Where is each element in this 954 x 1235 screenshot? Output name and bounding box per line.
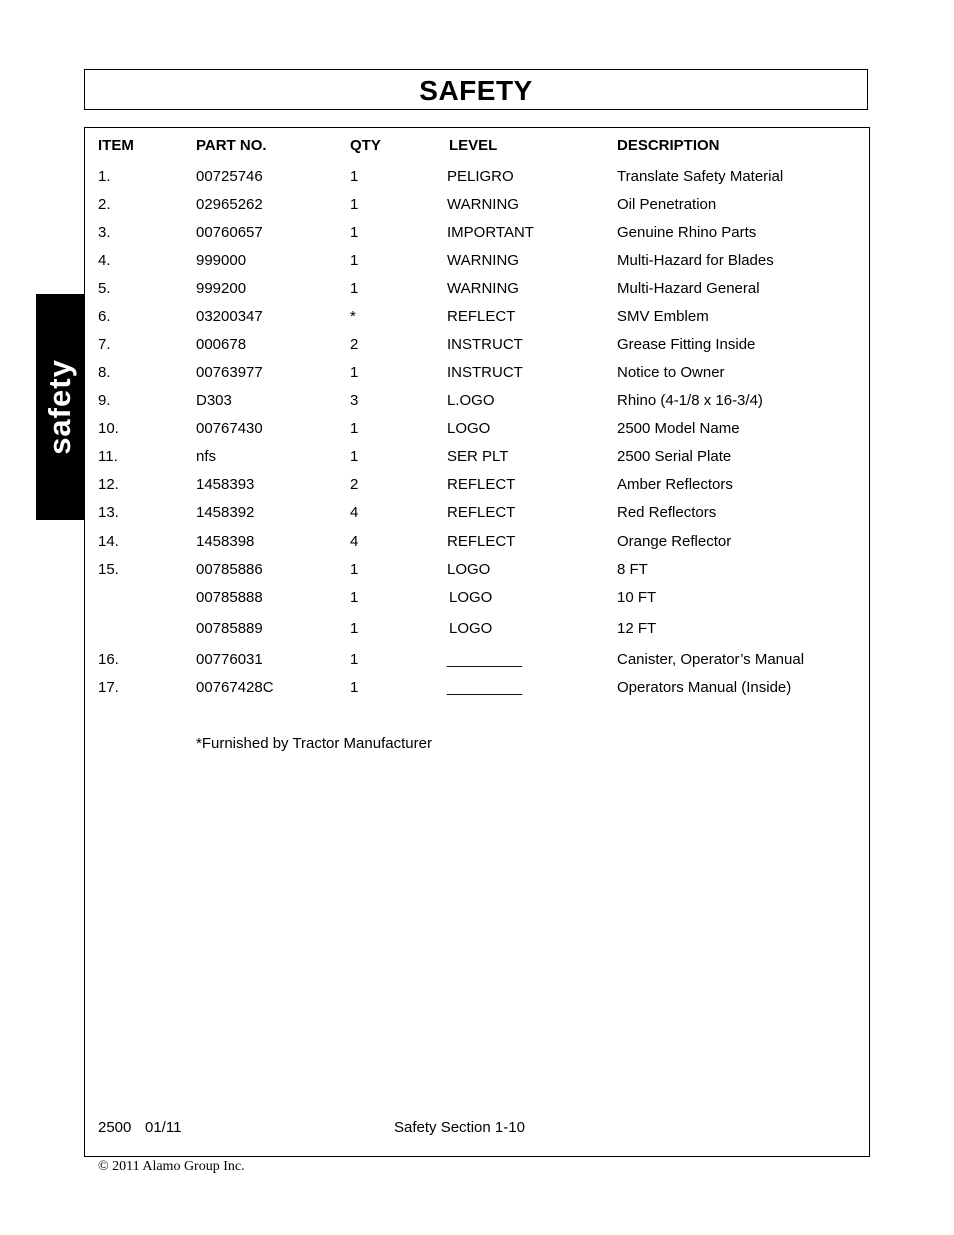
cell-description: Operators Manual (Inside) xyxy=(617,679,792,696)
cell-item: 17. xyxy=(98,679,119,696)
header-qty: QTY xyxy=(350,137,381,154)
cell-description: Notice to Owner xyxy=(617,364,725,381)
cell-level: REFLECT xyxy=(447,504,516,521)
page-title-box xyxy=(84,69,868,110)
cell-part-no: 00776031 xyxy=(196,651,263,668)
side-tab-label: safety xyxy=(42,359,77,455)
cell-part-no: 000678 xyxy=(196,336,247,353)
cell-description: Grease Fitting Inside xyxy=(617,336,756,353)
cell-part-no: 00767430 xyxy=(196,420,263,437)
cell-qty: 1 xyxy=(350,561,359,578)
cell-qty: 1 xyxy=(350,679,359,696)
cell-item: 5. xyxy=(98,280,111,297)
cell-item: 3. xyxy=(98,224,111,241)
cell-qty: 4 xyxy=(350,533,359,550)
footnote: *Furnished by Tractor Manufacturer xyxy=(196,735,432,752)
cell-level: IMPORTANT xyxy=(447,224,534,241)
cell-qty: 1 xyxy=(350,589,359,606)
cell-description: Translate Safety Material xyxy=(617,168,784,185)
cell-qty: 3 xyxy=(350,392,359,409)
cell-level: REFLECT xyxy=(447,308,516,325)
cell-item: 8. xyxy=(98,364,111,381)
cell-part-no: 1458398 xyxy=(196,533,255,550)
cell-item: 6. xyxy=(98,308,111,325)
cell-qty: 1 xyxy=(350,364,359,381)
cell-part-no: 1458393 xyxy=(196,476,255,493)
cell-level: _________ xyxy=(447,651,523,668)
cell-level: LOGO xyxy=(447,561,491,578)
cell-item: 11. xyxy=(98,448,118,465)
cell-description: 10 FT xyxy=(617,589,657,606)
cell-level: SER PLT xyxy=(447,448,509,465)
header-description: DESCRIPTION xyxy=(617,137,720,154)
cell-item: 14. xyxy=(98,533,119,550)
cell-level: INSTRUCT xyxy=(447,364,523,381)
copyright: © 2011 Alamo Group Inc. xyxy=(98,1159,245,1174)
cell-part-no: 1458392 xyxy=(196,504,255,521)
cell-level: PELIGRO xyxy=(447,168,514,185)
cell-qty: 1 xyxy=(350,196,359,213)
cell-level: INSTRUCT xyxy=(447,336,523,353)
cell-part-no: 00763977 xyxy=(196,364,263,381)
cell-part-no: 02965262 xyxy=(196,196,263,213)
cell-part-no: 03200347 xyxy=(196,308,263,325)
cell-description: Canister, Operator’s Manual xyxy=(617,651,805,668)
cell-qty: 2 xyxy=(350,476,359,493)
cell-part-no: D303 xyxy=(196,392,232,409)
cell-level: REFLECT xyxy=(447,476,516,493)
side-tab xyxy=(36,294,84,520)
cell-description: 8 FT xyxy=(617,561,648,578)
cell-qty: 2 xyxy=(350,336,359,353)
cell-qty: 4 xyxy=(350,504,359,521)
cell-level: L.OGO xyxy=(447,392,495,409)
cell-qty: 1 xyxy=(350,620,359,637)
cell-description: SMV Emblem xyxy=(617,308,709,325)
cell-description: Multi-Hazard for Blades xyxy=(617,252,774,269)
cell-level: LOGO xyxy=(449,620,493,637)
footer-date: 01/11 xyxy=(145,1119,182,1136)
cell-description: Genuine Rhino Parts xyxy=(617,224,757,241)
cell-description: 2500 Model Name xyxy=(617,420,740,437)
cell-qty: * xyxy=(350,308,356,325)
cell-part-no: 00785886 xyxy=(196,561,263,578)
cell-description: 2500 Serial Plate xyxy=(617,448,732,465)
cell-item: 12. xyxy=(98,476,119,493)
cell-part-no: 00760657 xyxy=(196,224,263,241)
footer-model: 2500 xyxy=(98,1119,132,1136)
cell-item: 2. xyxy=(98,196,111,213)
cell-item: 1. xyxy=(98,168,111,185)
cell-qty: 1 xyxy=(350,252,359,269)
cell-level: LOGO xyxy=(449,589,493,606)
cell-qty: 1 xyxy=(350,280,359,297)
cell-level: _________ xyxy=(447,679,523,696)
cell-item: 15. xyxy=(98,561,119,578)
cell-level: WARNING xyxy=(447,280,519,297)
cell-part-no: nfs xyxy=(196,448,217,465)
cell-level: REFLECT xyxy=(447,533,516,550)
cell-description: Oil Penetration xyxy=(617,196,717,213)
cell-qty: 1 xyxy=(350,651,359,668)
cell-item: 4. xyxy=(98,252,111,269)
cell-part-no: 00767428C xyxy=(196,679,274,696)
cell-part-no: 999200 xyxy=(196,280,247,297)
cell-level: LOGO xyxy=(447,420,491,437)
cell-item: 9. xyxy=(98,392,111,409)
footer-section: Safety Section 1-10 xyxy=(394,1119,525,1136)
cell-description: Red Reflectors xyxy=(617,504,717,521)
header-part-no: PART NO. xyxy=(196,137,267,154)
cell-item: 10. xyxy=(98,420,119,437)
cell-level: WARNING xyxy=(447,252,519,269)
cell-description: 12 FT xyxy=(617,620,657,637)
cell-qty: 1 xyxy=(350,224,359,241)
cell-item: 7. xyxy=(98,336,111,353)
cell-part-no: 999000 xyxy=(196,252,247,269)
cell-qty: 1 xyxy=(350,448,359,465)
cell-part-no: 00785888 xyxy=(196,589,263,606)
cell-qty: 1 xyxy=(350,168,359,185)
cell-level: WARNING xyxy=(447,196,519,213)
cell-description: Rhino (4-1/8 x 16-3/4) xyxy=(617,392,763,409)
cell-description: Multi-Hazard General xyxy=(617,280,760,297)
cell-item: 13. xyxy=(98,504,119,521)
cell-description: Amber Reflectors xyxy=(617,476,733,493)
cell-part-no: 00725746 xyxy=(196,168,263,185)
cell-qty: 1 xyxy=(350,420,359,437)
page-title: SAFETY xyxy=(419,75,533,106)
cell-part-no: 00785889 xyxy=(196,620,263,637)
cell-item: 16. xyxy=(98,651,119,668)
header-item: ITEM xyxy=(98,137,134,154)
cell-description: Orange Reflector xyxy=(617,533,732,550)
header-level: LEVEL xyxy=(449,137,498,154)
